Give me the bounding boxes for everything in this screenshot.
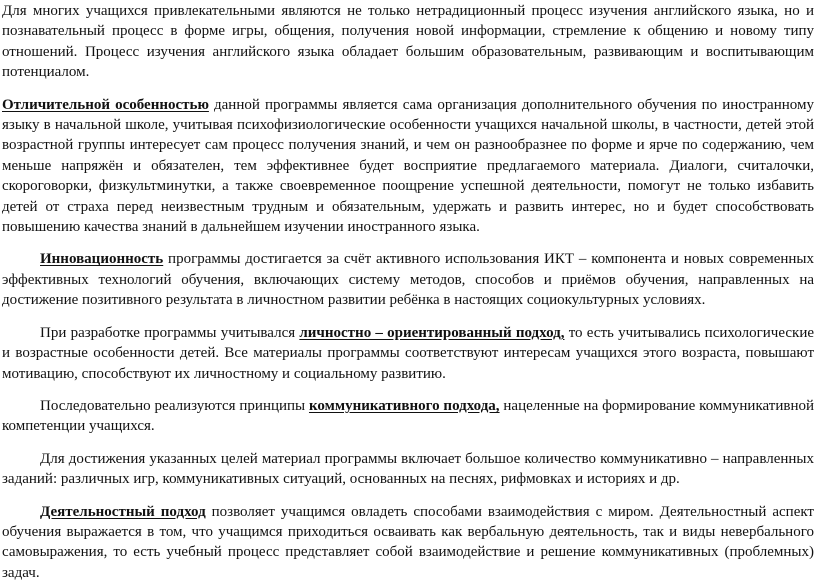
paragraph-text: то есть учитывались психологические и возрастные особенности детей. Все материалы программы соответствуют интересам учащихся этого возраста, повышают мотивацию, способствуют их личностному и социальному развитию.: [2, 324, 815, 382]
term-innovation: Инновационность: [40, 251, 164, 268]
paragraph-text: Для многих учащихся привлекательными являются не только нетрадиционный процесс изучения английского языка, но и познавательный процесс в форме игры, общения, получения новой информации, стремление к общению и новому типу отношений. Процесс изучения английского языка обладает большим образовательным, развивающим и воспитывающим потенциалом.: [2, 3, 814, 81]
paragraph-text: программы достигается за счёт активного использования ИКТ – компонента и новых современных эффективных технологий обучения, включающих систему методов, способов и приёмов обучения, направленных на достижение позитивного результата в личностном развитии ребёнка в настоящих социокультурных условиях.: [2, 251, 814, 309]
paragraph-text: данной программы является сама организация дополнительного обучения по иностранному языку в начальной школе, учитывая психофизиологические особенности учащихся начальной школы, в частности, детей этой возрастной группы интересует сам процесс получения знаний, и чем он разнообразнее по форме и ярче по содержанию, чем меньше напряжён и обязателен, тем эффективнее будет восприятие предлагаемого материала. Диалоги, считалочки, скороговорки, физкультминутки, а также своевременное поощрение успешной деятельности, помогут не только избавить детей от страха перед неизвестным трудным и обязательным, удержать и развить интерес, но и будет способствовать повышению качества знаний в дальнейшем изучении иностранного языка.: [2, 96, 814, 236]
term-activity-approach: Деятельностный подход: [40, 503, 206, 520]
term-communicative-approach: коммуникативного подхода,: [308, 397, 500, 414]
paragraph-motivation: [2, 1, 814, 83]
paragraph-activity-approach: [2, 502, 814, 583]
paragraph-text-lead: Последовательно реализуются принципы: [40, 397, 309, 414]
paragraph-text: Для достижения указанных целей материал программы включает большое количество коммуникативно – направленных заданий: различных игр, коммуникативных ситуаций, основанных на песнях, рифмовках и историях и др.: [2, 450, 814, 488]
term-distinctive-feature: Отличительной особенностью: [2, 96, 209, 113]
paragraph-communicative-approach: [2, 396, 814, 437]
paragraph-text: позволяет учащимся овладеть способами взаимодействия с миром. Деятельностный аспект обучения выражается в том, что учащимся приходиться осваивать как вербальную деятельность, так и виды невербального самовыражения, то есть учебный процесс представляет собой взаимодействие и решение коммуникативных (проблемных) задач.: [2, 503, 814, 581]
paragraph-innovation: [2, 249, 814, 310]
term-personal-approach: личностно – ориентированный подход,: [299, 324, 565, 341]
paragraph-goals: [2, 449, 814, 490]
paragraph-distinctive-feature: [2, 95, 814, 238]
paragraph-text: нацеленные на формирование коммуникативной компетенции учащихся.: [2, 397, 814, 435]
paragraph-text-lead: При разработке программы учитывался: [40, 324, 300, 341]
paragraph-personal-approach: [2, 323, 814, 384]
